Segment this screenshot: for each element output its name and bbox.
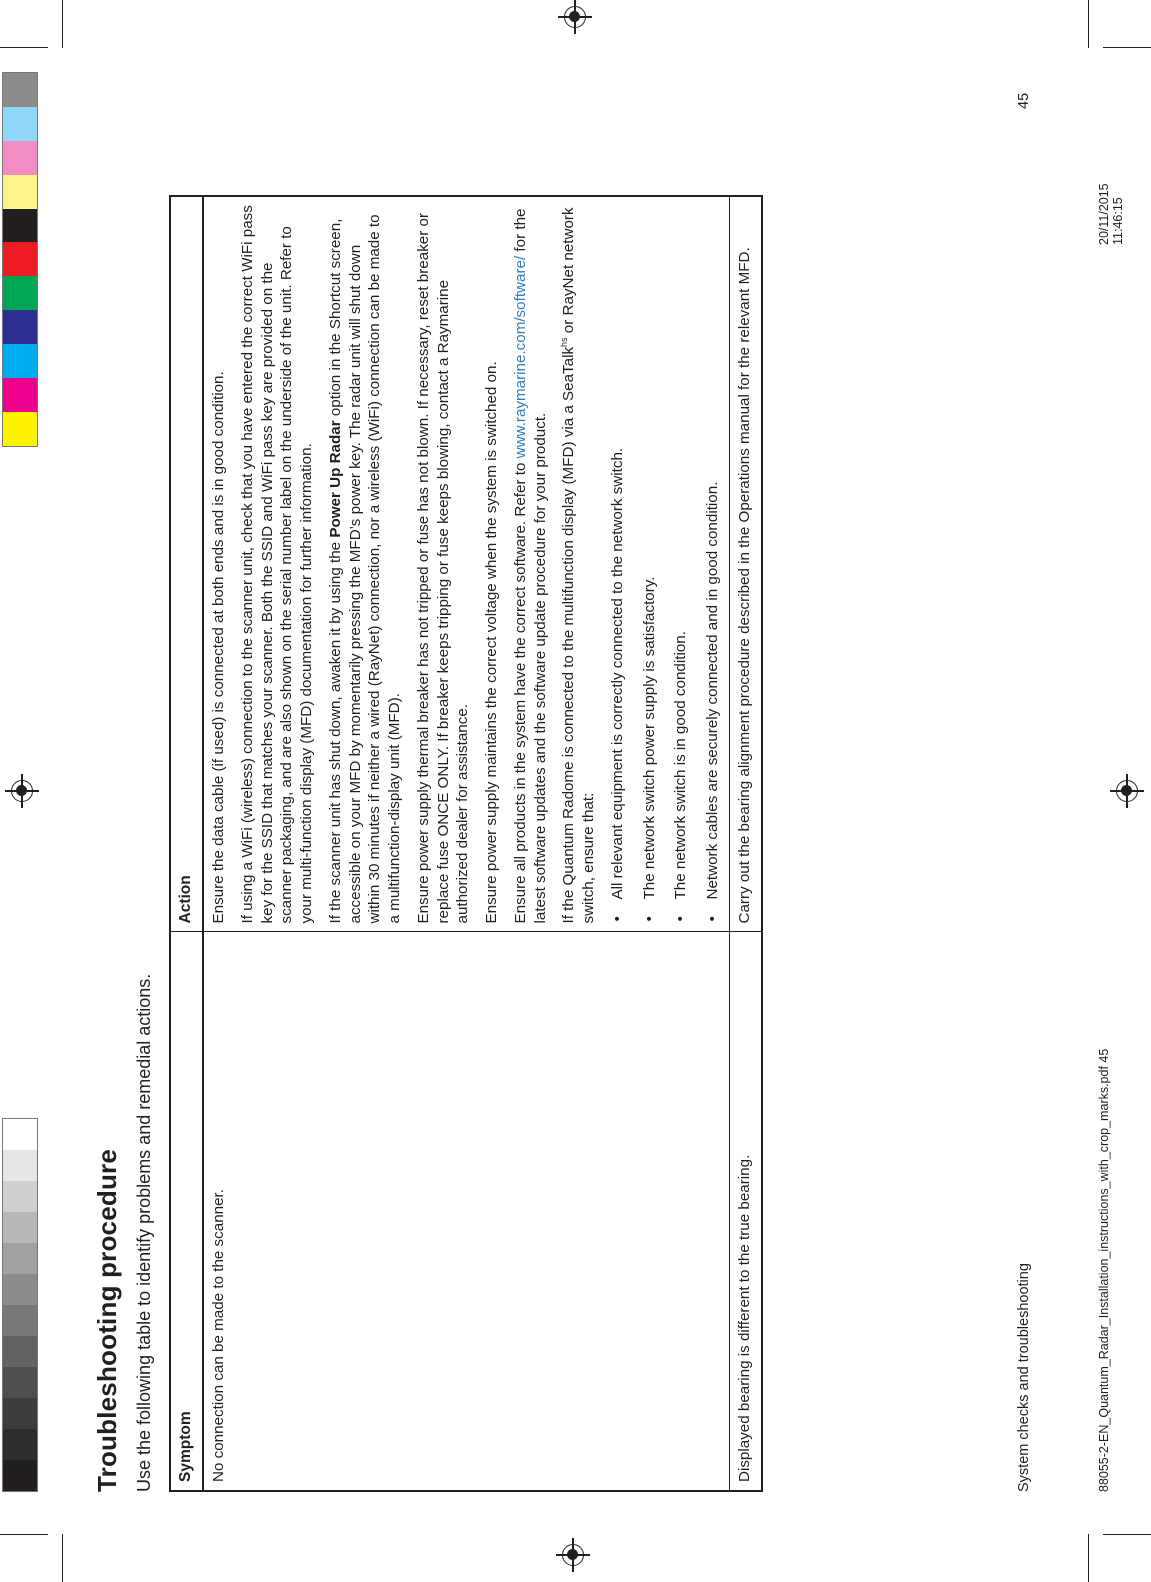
list-item: • All relevant equipment is correctly connected to the network switch.: [608, 205, 628, 924]
registration-mark-icon: [558, 0, 592, 34]
symptom-cell: Displayed bearing is different to the true bearing.: [729, 932, 761, 1491]
software-link[interactable]: www.raymarine.com/software/: [511, 255, 529, 459]
action-text: option in the Shortcut screen, accessible on your MFD by momentarily pressing the MFD’s power key. The radar unit will shut down within 30 minutes if neither a wired (RayNet) connection, nor a wireless (WiFi) connection can be made to a multifunction-display unit (MFD).: [326, 214, 404, 924]
color-swatch: [3, 175, 37, 209]
action-paragraph: Ensure power supply thermal breaker has not tripped or fuse has not blown. If necessary, reset breaker or replace fuse ONCE ONLY. If breaker keeps tripping or fuse keeps blowing, contact a Raymarine authorized dealer for assistance.: [414, 212, 472, 924]
troubleshooting-table: [169, 195, 763, 1492]
crop-mark: [1088, 0, 1089, 48]
crop-mark: [1103, 47, 1151, 48]
seatalk-superscript: hs: [559, 337, 570, 347]
action-cell: [203, 196, 729, 932]
action-paragraph: Ensure power supply maintains the correct voltage when the system is switched on.: [483, 361, 501, 924]
column-header-symptom: Symptom: [170, 932, 203, 1491]
footer-section-name: System checks and troubleshooting: [1016, 1263, 1032, 1492]
action-text: for the latest software updates and the software update procedure for your product.: [511, 208, 549, 924]
list-item: • The network switch power supply is satisfactory.: [640, 205, 660, 924]
color-swatch: [3, 73, 37, 107]
column-header-action: Action: [170, 196, 203, 932]
action-paragraph: [326, 205, 405, 924]
page-title: Troubleshooting procedure: [92, 1148, 122, 1492]
action-paragraph: [559, 205, 599, 924]
list-item: • The network switch is in good condition.: [671, 205, 691, 924]
action-paragraph: If using a WiFi (wireless) connection to the scanner unit, check that you have entered the correct WiFi pass key for the SSID that matches your scanner. Both the SSID and WiFi pass key are provided on the scanner packaging, and are also shown on the serial number label on the underside of the unit. Refer to your multi-function display (MFD) documentation for further information.: [238, 205, 316, 924]
action-text: Ensure all products in the system have the correct software. Refer to: [511, 458, 529, 924]
action-paragraph: [511, 205, 551, 924]
color-swatch: [3, 107, 37, 141]
symptom-cell: No connection can be made to the scanner.: [203, 932, 729, 1491]
action-paragraph: Ensure the data cable (if used) is connected at both ends and is in good condition.: [210, 371, 228, 924]
page-intro: Use the following table to identify problems and remedial actions.: [134, 973, 154, 1492]
action-text: If the scanner unit has shut down, awaken it by using the: [326, 537, 344, 924]
document-page: [0, 92, 1150, 1582]
action-text: If the Quantum Radome is connected to the multifunction display (MFD) via a SeaTalk: [560, 346, 578, 924]
table-row: [203, 196, 729, 1491]
color-swatch: [3, 141, 37, 175]
page-number: 45: [1016, 92, 1032, 109]
action-cell: Carry out the bearing alignment procedure described in the Operations manual for the relevant MFD.: [729, 196, 761, 932]
power-up-radar-option: Power Up Radar: [326, 420, 344, 538]
print-slug-filename: 88055-2-EN_Quantum_Radar_Installation_instructions_with_crop_marks.pdf 45: [1097, 1048, 1111, 1492]
bullet-list: [608, 205, 723, 924]
crop-mark: [0, 47, 48, 48]
crop-mark: [62, 0, 63, 48]
table-header-row: [170, 196, 203, 1491]
table-row: [729, 196, 761, 1491]
print-slug-timestamp: 20/11/2015 11:46:15: [1097, 183, 1125, 245]
list-item: • Network cables are securely connected and in good condition.: [703, 205, 723, 924]
action-text: or RayNet network switch, ensure that:: [560, 207, 598, 924]
